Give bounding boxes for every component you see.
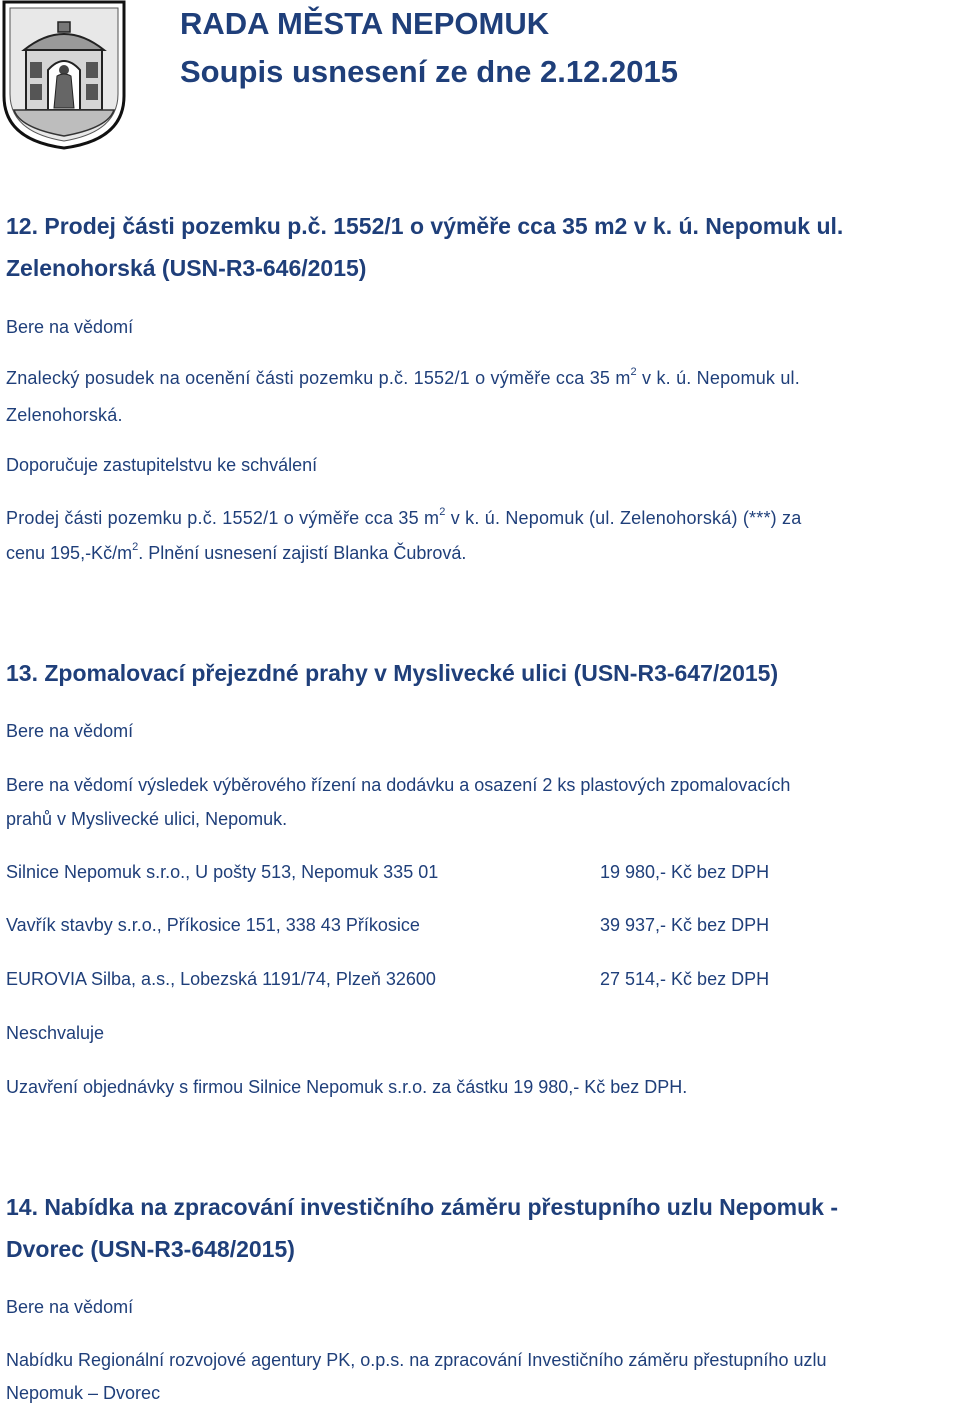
item-12-label-acknowledges: Bere na vědomí [6,317,134,337]
offer-company: EUROVIA Silba, a.s., Lobezská 1191/74, Plzeň 32600 [6,969,436,989]
item-12-recommend-line1: Prodej části pozemku p.č. 1552/1 o výměře cca 35 $m^2$ v k. ú. Nepomuk (ul. Zelenohorská) (***) za [6,506,802,528]
council-title: RADA MĚSTA NEPOMUK [180,6,550,41]
item-14-heading-line1: 14. Nabídka na zpracování investičního záměru přestupního uzlu Nepomuk - [6,1194,838,1220]
offer-company: Silnice Nepomuk s.r.o., U pošty 513, Nepomuk 335 01 [6,862,439,882]
item-13-heading: 13. Zpomalovací přejezdné prahy v Myslivecké ulici (USN-R3-647/2015) [6,660,779,686]
item-13-label-acknowledges: Bere na vědomí [6,721,134,741]
offer-price: 39 937,- Kč bez DPH [600,915,770,935]
item-14-heading-line2: Dvorec (USN-R3-648/2015) [6,1236,295,1262]
item-12-heading-line2: Zelenohorská (USN-R3-646/2015) [6,255,367,281]
document-subtitle: Soupis usnesení ze dne 2.12.2015 [180,54,678,89]
item-12-label-recommends: Doporučuje zastupitelstvu ke schválení [6,455,318,475]
item-14-text-line1: Nabídku Regionální rozvojové agentury PK, o.p.s. na zpracování Investičního záměru přestupního uzlu [6,1350,827,1370]
item-13-text-line1: Bere na vědomí výsledek výběrového řízení na dodávku a osazení 2 ks plastových zpomalovacích [6,775,791,795]
item-12-text-line1: Znalecký posudek na ocenění části pozemku p.č. 1552/1 o výměře cca 35 $m^2$ v k. ú. Nepomuk ul. [6,366,800,388]
town-crest-logo [0,0,128,150]
item-14-text-line2: Nepomuk – Dvorec [6,1383,161,1403]
offer-company: Vavřík stavby s.r.o., Příkosice 151, 338 43 Příkosice [6,915,420,935]
item-12-heading-line1: 12. Prodej části pozemku p.č. 1552/1 o výměře cca 35 m2 v k. ú. Nepomuk ul. [6,213,844,239]
offer-price: 19 980,- Kč bez DPH [600,862,770,882]
item-13-text-line2: prahů v Myslivecké ulici, Nepomuk. [6,809,288,829]
item-12-recommend-line2: cenu $195,-Kč/m^2$. Plnění usnesení zajistí Blanka Čubrová. [6,541,467,563]
item-13-label-rejects: Neschvaluje [6,1023,105,1043]
offer-price: 27 514,- Kč bez DPH [600,969,770,989]
item-13-reject-line: Uzavření objednávky s firmou Silnice Nepomuk s.r.o. za částku 19 980,- Kč bez DPH. [6,1077,688,1097]
item-12-text-line2: Zelenohorská. [6,405,123,425]
item-14-label-acknowledges: Bere na vědomí [6,1297,134,1317]
